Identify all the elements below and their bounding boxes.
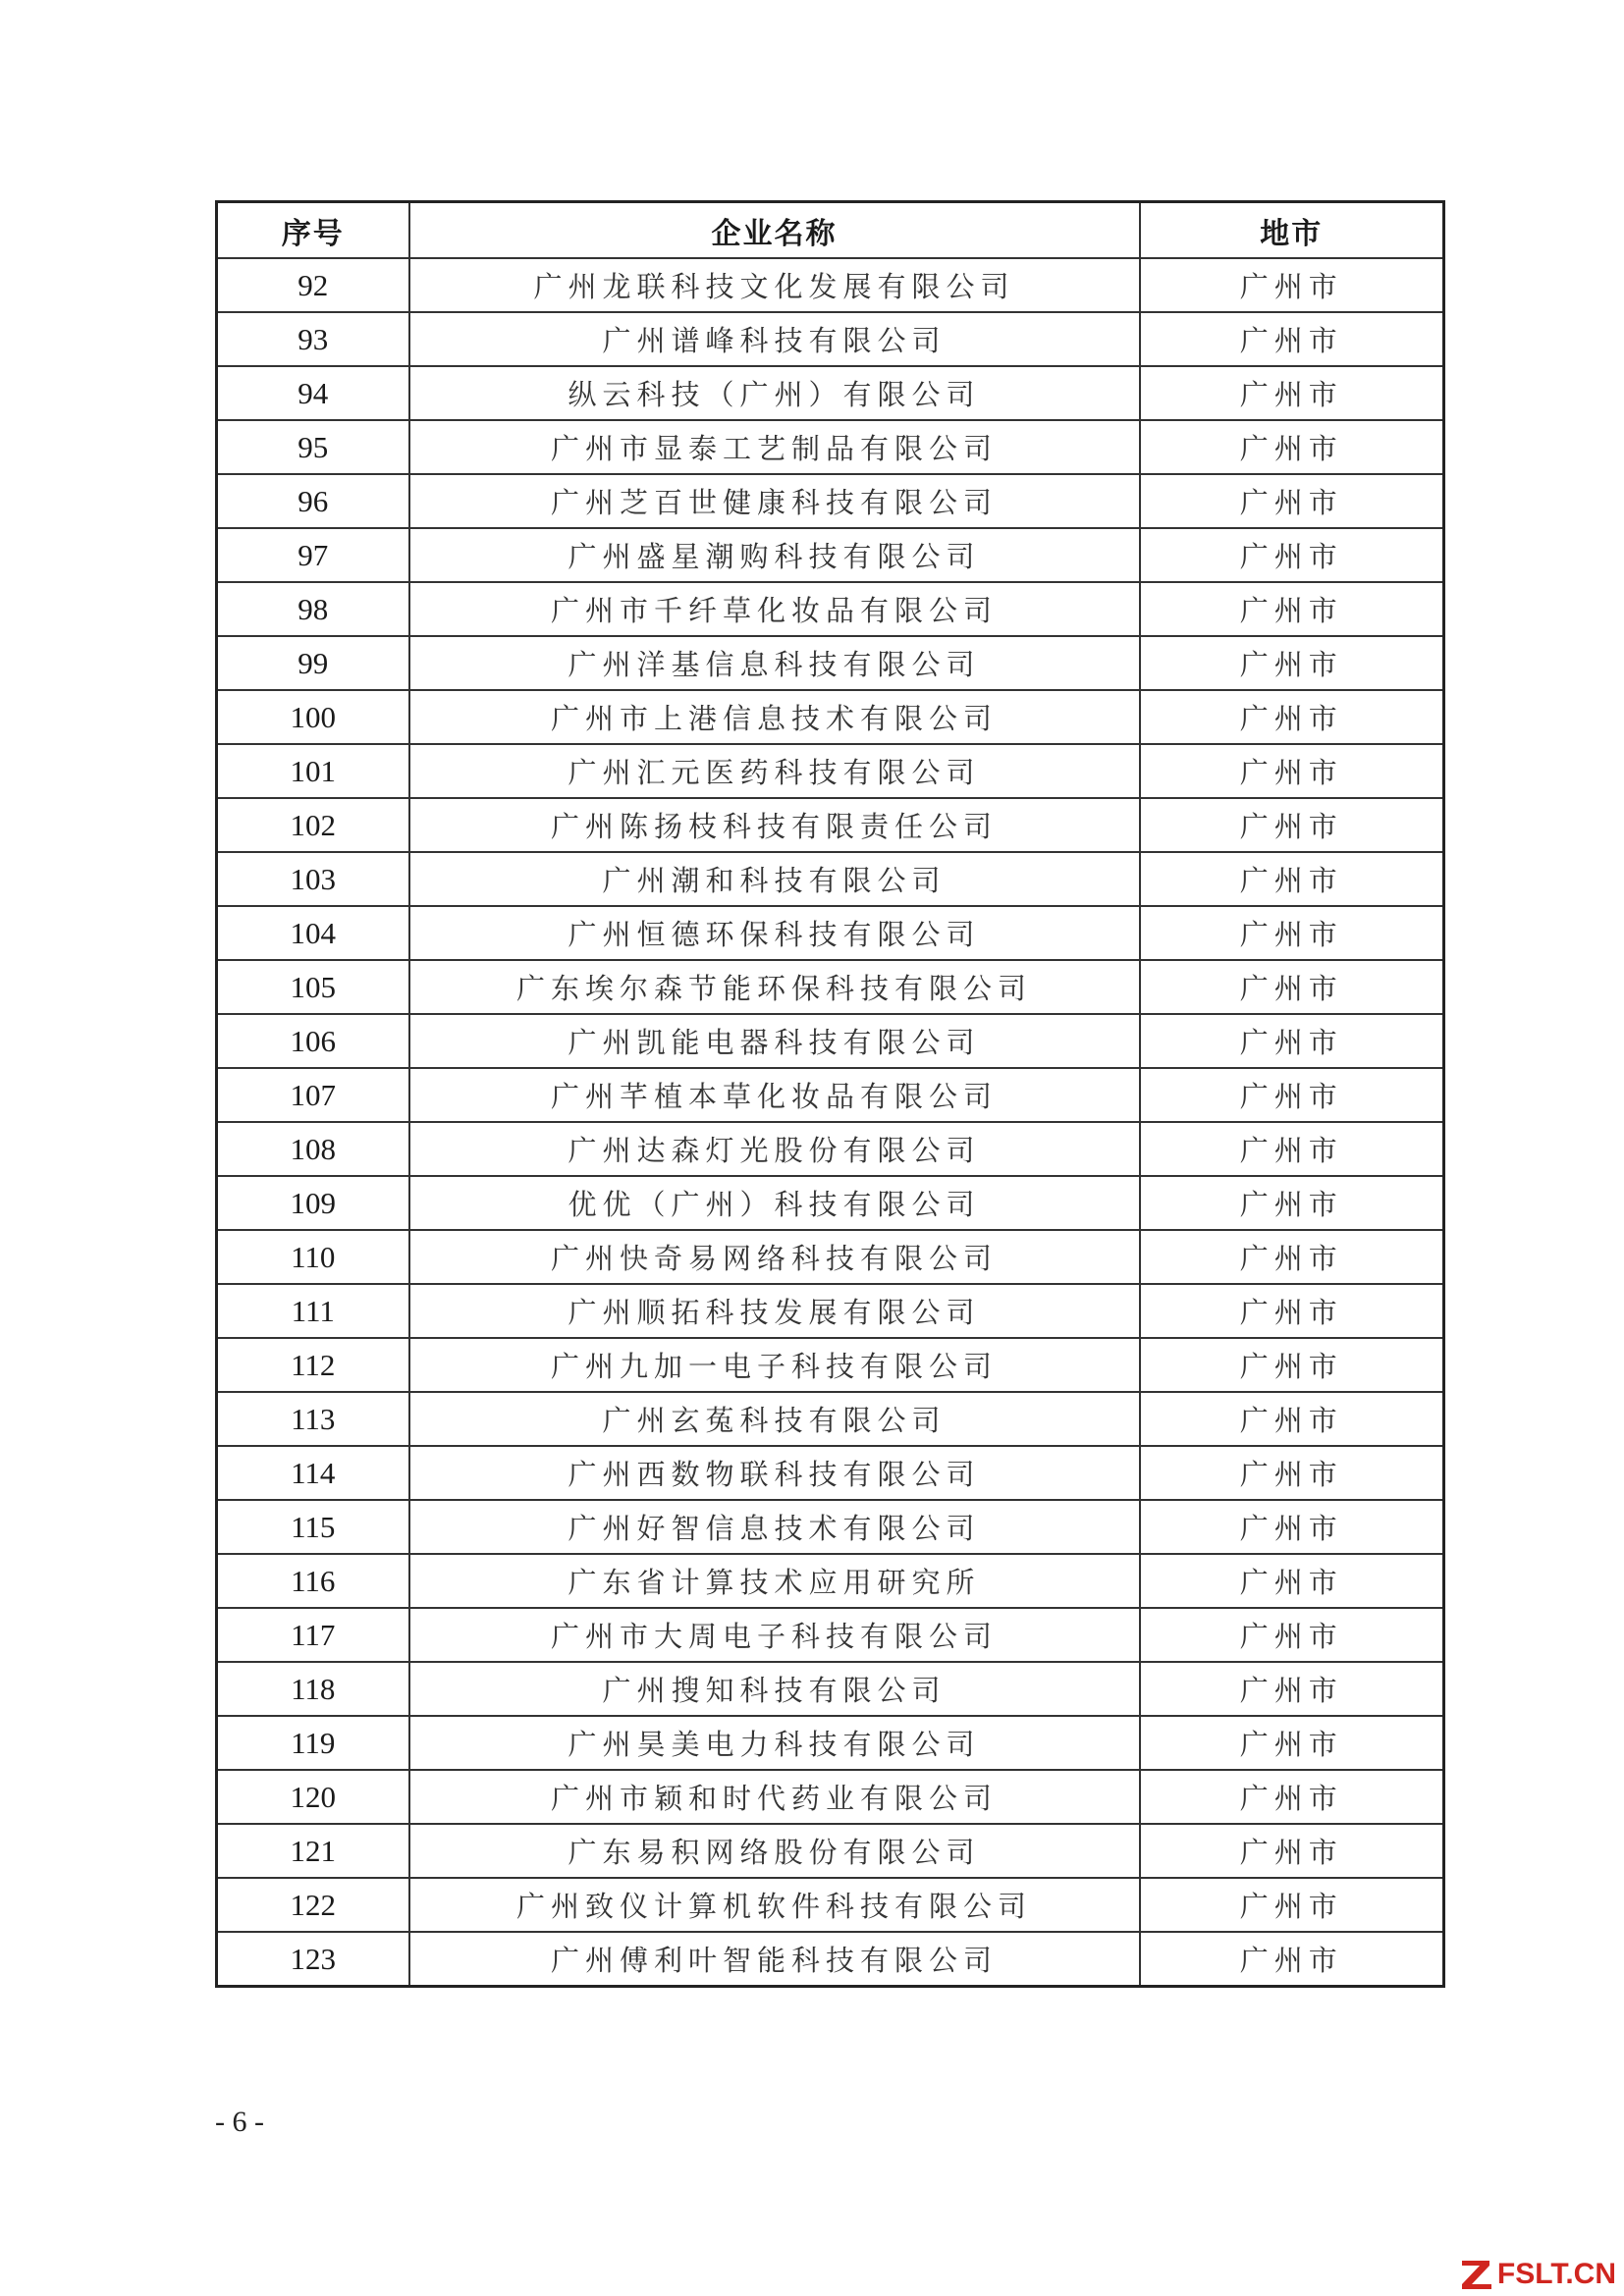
city-cell: 广州市	[1140, 1176, 1444, 1230]
company-name-cell: 广州傅利叶智能科技有限公司	[409, 1932, 1140, 1987]
seq-cell: 107	[217, 1068, 409, 1122]
seq-cell: 92	[217, 258, 409, 312]
city-cell: 广州市	[1140, 1068, 1444, 1122]
city-cell: 广州市	[1140, 312, 1444, 366]
city-cell: 广州市	[1140, 1446, 1444, 1500]
company-name-cell: 广东易积网络股份有限公司	[409, 1824, 1140, 1878]
seq-cell: 96	[217, 474, 409, 528]
seq-cell: 100	[217, 690, 409, 744]
city-cell: 广州市	[1140, 960, 1444, 1014]
seq-cell: 97	[217, 528, 409, 582]
company-name-cell: 广州快奇易网络科技有限公司	[409, 1230, 1140, 1284]
table-row	[217, 1014, 1444, 1068]
company-name-cell: 优优（广州）科技有限公司	[409, 1176, 1140, 1230]
seq-cell: 112	[217, 1338, 409, 1392]
city-cell: 广州市	[1140, 258, 1444, 312]
seq-cell: 110	[217, 1230, 409, 1284]
seq-cell: 104	[217, 906, 409, 960]
header-city: 地市	[1140, 202, 1444, 259]
city-cell: 广州市	[1140, 1554, 1444, 1608]
seq-cell: 102	[217, 798, 409, 852]
table-row	[217, 744, 1444, 798]
company-list-table	[215, 200, 1445, 1988]
city-cell: 广州市	[1140, 1338, 1444, 1392]
table-row	[217, 258, 1444, 312]
seq-cell: 98	[217, 582, 409, 636]
seq-cell: 113	[217, 1392, 409, 1446]
company-name-cell: 广州搜知科技有限公司	[409, 1662, 1140, 1716]
table-row	[217, 1284, 1444, 1338]
city-cell: 广州市	[1140, 1608, 1444, 1662]
company-name-cell: 广州凯能电器科技有限公司	[409, 1014, 1140, 1068]
table-row	[217, 1608, 1444, 1662]
seq-cell: 103	[217, 852, 409, 906]
seq-cell: 99	[217, 636, 409, 690]
company-name-cell: 广州龙联科技文化发展有限公司	[409, 258, 1140, 312]
city-cell: 广州市	[1140, 528, 1444, 582]
city-cell: 广州市	[1140, 582, 1444, 636]
company-name-cell: 广州洋基信息科技有限公司	[409, 636, 1140, 690]
company-name-cell: 广州致仪计算机软件科技有限公司	[409, 1878, 1140, 1932]
seq-cell: 114	[217, 1446, 409, 1500]
table-row	[217, 906, 1444, 960]
city-cell: 广州市	[1140, 906, 1444, 960]
table-row	[217, 1338, 1444, 1392]
table-row	[217, 636, 1444, 690]
company-name-cell: 广州市千纤草化妆品有限公司	[409, 582, 1140, 636]
seq-cell: 108	[217, 1122, 409, 1176]
table-row	[217, 1932, 1444, 1987]
table-row	[217, 1176, 1444, 1230]
city-cell: 广州市	[1140, 1122, 1444, 1176]
seq-cell: 106	[217, 1014, 409, 1068]
page-number: - 6 -	[215, 2106, 264, 2138]
city-cell: 广州市	[1140, 852, 1444, 906]
table-header-row	[217, 202, 1444, 259]
company-name-cell: 广州顺拓科技发展有限公司	[409, 1284, 1140, 1338]
table-row	[217, 312, 1444, 366]
city-cell: 广州市	[1140, 420, 1444, 474]
seq-cell: 94	[217, 366, 409, 420]
table-row	[217, 852, 1444, 906]
table-body	[217, 258, 1444, 1987]
seq-cell: 116	[217, 1554, 409, 1608]
company-name-cell: 广州市大周电子科技有限公司	[409, 1608, 1140, 1662]
city-cell: 广州市	[1140, 474, 1444, 528]
city-cell: 广州市	[1140, 690, 1444, 744]
city-cell: 广州市	[1140, 1662, 1444, 1716]
company-name-cell: 广州市颖和时代药业有限公司	[409, 1770, 1140, 1824]
seq-cell: 95	[217, 420, 409, 474]
company-name-cell: 广州达森灯光股份有限公司	[409, 1122, 1140, 1176]
company-name-cell: 纵云科技（广州）有限公司	[409, 366, 1140, 420]
company-name-cell: 广州潮和科技有限公司	[409, 852, 1140, 906]
seq-cell: 118	[217, 1662, 409, 1716]
seq-cell: 105	[217, 960, 409, 1014]
city-cell: 广州市	[1140, 366, 1444, 420]
company-name-cell: 广州芝百世健康科技有限公司	[409, 474, 1140, 528]
watermark-z-icon	[1460, 2257, 1493, 2292]
watermark-text: FSLT.CN	[1496, 2258, 1616, 2290]
table-row	[217, 420, 1444, 474]
seq-cell: 119	[217, 1716, 409, 1770]
city-cell: 广州市	[1140, 1500, 1444, 1554]
table-row	[217, 1446, 1444, 1500]
company-name-cell: 广州市上港信息技术有限公司	[409, 690, 1140, 744]
seq-cell: 117	[217, 1608, 409, 1662]
table-row	[217, 1716, 1444, 1770]
company-name-cell: 广州九加一电子科技有限公司	[409, 1338, 1140, 1392]
site-watermark-logo	[1460, 2257, 1616, 2292]
city-cell: 广州市	[1140, 1230, 1444, 1284]
city-cell: 广州市	[1140, 798, 1444, 852]
table-row	[217, 1500, 1444, 1554]
table-row	[217, 960, 1444, 1014]
company-name-cell: 广州芊植本草化妆品有限公司	[409, 1068, 1140, 1122]
table-row	[217, 474, 1444, 528]
city-cell: 广州市	[1140, 636, 1444, 690]
table-row	[217, 1770, 1444, 1824]
seq-cell: 121	[217, 1824, 409, 1878]
seq-cell: 93	[217, 312, 409, 366]
table-row	[217, 528, 1444, 582]
seq-cell: 101	[217, 744, 409, 798]
table-row	[217, 1068, 1444, 1122]
table-row	[217, 1122, 1444, 1176]
seq-cell: 109	[217, 1176, 409, 1230]
city-cell: 广州市	[1140, 1878, 1444, 1932]
seq-cell: 122	[217, 1878, 409, 1932]
company-name-cell: 广州西数物联科技有限公司	[409, 1446, 1140, 1500]
city-cell: 广州市	[1140, 1284, 1444, 1338]
company-name-cell: 广州市显泰工艺制品有限公司	[409, 420, 1140, 474]
city-cell: 广州市	[1140, 1716, 1444, 1770]
company-name-cell: 广州汇元医药科技有限公司	[409, 744, 1140, 798]
table-row	[217, 582, 1444, 636]
table-row	[217, 1392, 1444, 1446]
table-row	[217, 366, 1444, 420]
table-row	[217, 1230, 1444, 1284]
city-cell: 广州市	[1140, 1824, 1444, 1878]
seq-cell: 123	[217, 1932, 409, 1987]
city-cell: 广州市	[1140, 744, 1444, 798]
table-row	[217, 1824, 1444, 1878]
table-row	[217, 1662, 1444, 1716]
table-row	[217, 798, 1444, 852]
company-name-cell: 广东埃尔森节能环保科技有限公司	[409, 960, 1140, 1014]
seq-cell: 111	[217, 1284, 409, 1338]
company-name-cell: 广州盛星潮购科技有限公司	[409, 528, 1140, 582]
city-cell: 广州市	[1140, 1770, 1444, 1824]
company-name-cell: 广州好智信息技术有限公司	[409, 1500, 1140, 1554]
city-cell: 广州市	[1140, 1392, 1444, 1446]
seq-cell: 120	[217, 1770, 409, 1824]
company-name-cell: 广州陈扬枝科技有限责任公司	[409, 798, 1140, 852]
company-name-cell: 广州昊美电力科技有限公司	[409, 1716, 1140, 1770]
seq-cell: 115	[217, 1500, 409, 1554]
table-row	[217, 690, 1444, 744]
header-company-name: 企业名称	[409, 202, 1140, 259]
company-name-cell: 广州恒德环保科技有限公司	[409, 906, 1140, 960]
company-name-cell: 广州谱峰科技有限公司	[409, 312, 1140, 366]
table-row	[217, 1554, 1444, 1608]
city-cell: 广州市	[1140, 1014, 1444, 1068]
city-cell: 广州市	[1140, 1932, 1444, 1987]
company-name-cell: 广东省计算技术应用研究所	[409, 1554, 1140, 1608]
table-row	[217, 1878, 1444, 1932]
header-seq: 序号	[217, 202, 409, 259]
company-name-cell: 广州玄菟科技有限公司	[409, 1392, 1140, 1446]
